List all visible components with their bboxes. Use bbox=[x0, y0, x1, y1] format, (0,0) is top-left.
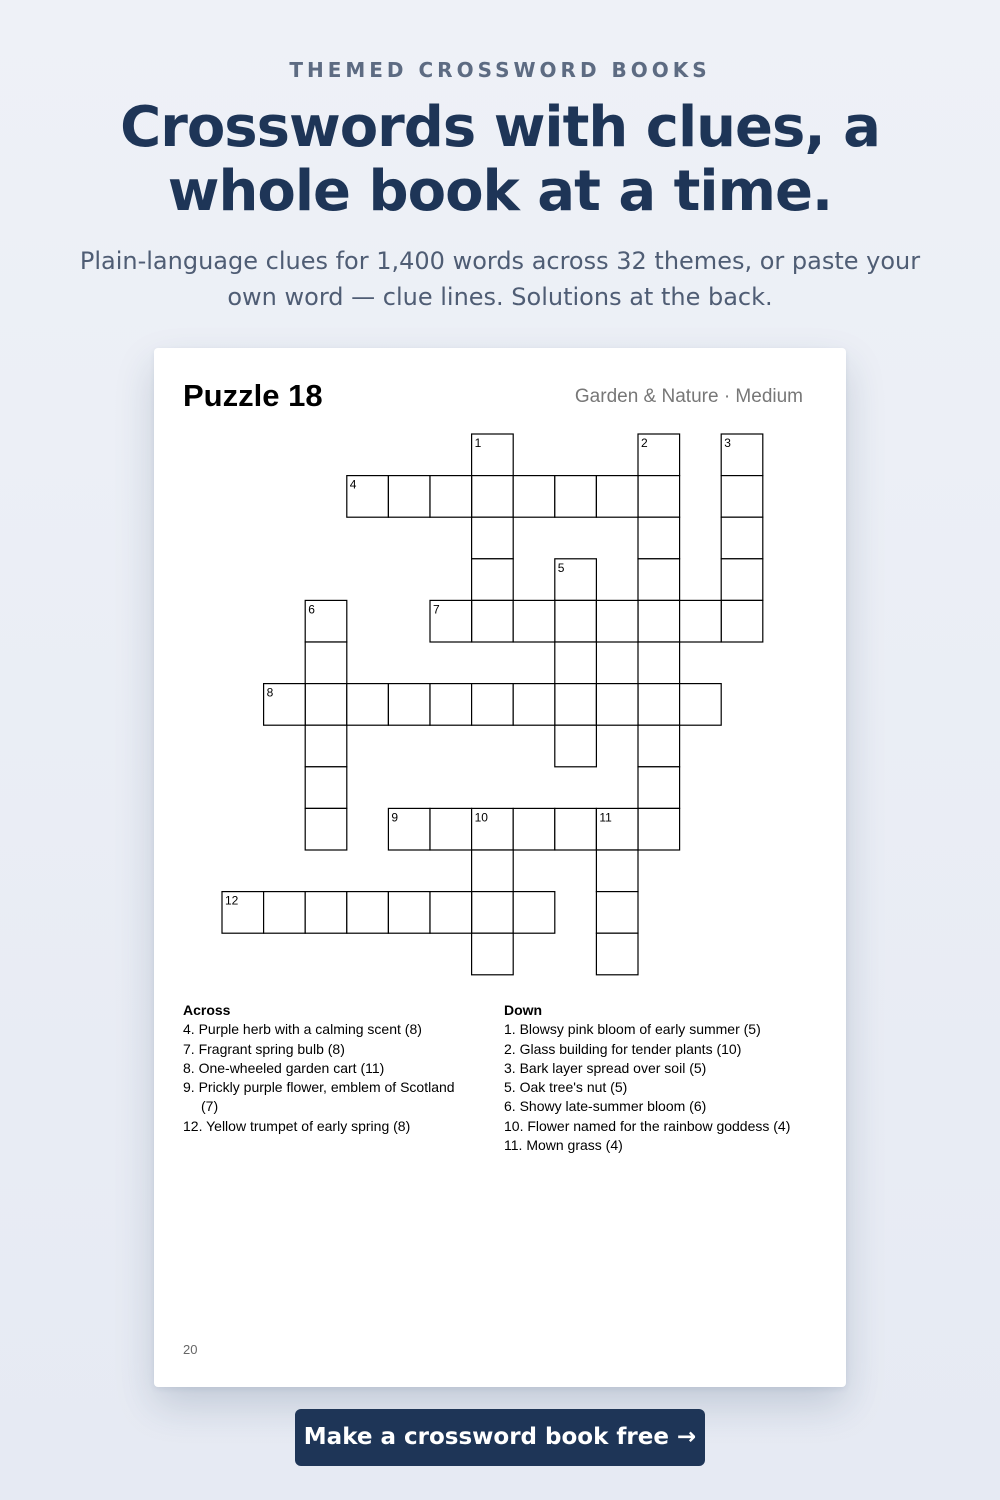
grid-cell bbox=[555, 725, 597, 767]
down-clue: 3. Bark layer spread over soil (5) bbox=[504, 1059, 707, 1076]
grid-cell bbox=[430, 808, 472, 850]
clue-number: 6 bbox=[308, 602, 315, 617]
grid-cell bbox=[472, 892, 514, 934]
grid-cell bbox=[347, 892, 389, 934]
clue-number: 12 bbox=[225, 893, 239, 908]
clue-number: 2 bbox=[641, 436, 648, 450]
grid-cell bbox=[638, 517, 680, 559]
grid-cell bbox=[305, 892, 347, 934]
grid-cell bbox=[472, 476, 514, 518]
down-clue: 2. Glass building for tender plants (10) bbox=[504, 1040, 742, 1057]
grid-cell bbox=[264, 892, 306, 934]
grid-cell bbox=[305, 767, 347, 809]
grid-cell bbox=[596, 600, 638, 642]
headline-line-1: Crosswords with clues, a bbox=[120, 95, 880, 160]
grid-cell bbox=[513, 600, 555, 642]
grid-cell bbox=[638, 476, 680, 518]
clue-number: 1 bbox=[474, 436, 482, 450]
grid-cell bbox=[513, 476, 555, 518]
make-book-button[interactable]: Make a crossword book free → bbox=[295, 1409, 705, 1466]
headline bbox=[0, 96, 1000, 224]
grid-cell bbox=[721, 559, 763, 601]
subtitle-line-2: own word — clue lines. Solutions at the back. bbox=[227, 283, 773, 311]
grid-cell bbox=[721, 517, 763, 559]
grid-cell bbox=[472, 517, 514, 559]
grid-cell bbox=[596, 850, 638, 892]
grid-cell bbox=[513, 892, 555, 934]
across-heading: Across bbox=[183, 1002, 231, 1018]
grid-cell bbox=[555, 808, 597, 850]
grid-cell bbox=[472, 600, 514, 642]
puzzle-page-preview bbox=[154, 348, 846, 1387]
grid-cell bbox=[472, 850, 514, 892]
across-clues bbox=[183, 1001, 473, 1136]
clue-number: 8 bbox=[266, 685, 274, 700]
grid-cell bbox=[596, 684, 638, 726]
down-clue: 5. Oak tree's nut (5) bbox=[504, 1079, 628, 1096]
grid-cell bbox=[721, 476, 763, 518]
subtitle bbox=[60, 243, 940, 315]
clue-number: 7 bbox=[433, 602, 440, 617]
down-clue: 11. Mown grass (4) bbox=[504, 1137, 623, 1154]
grid-cell bbox=[638, 767, 680, 809]
grid-cell bbox=[638, 642, 680, 684]
grid-cell bbox=[638, 559, 680, 601]
grid-cell bbox=[430, 684, 472, 726]
grid-cell bbox=[680, 684, 722, 726]
grid-cell bbox=[305, 684, 347, 726]
down-clue: 1. Blowsy pink bloom of early summer (5) bbox=[504, 1021, 761, 1038]
clue-number: 4 bbox=[349, 477, 357, 492]
grid-cell bbox=[472, 559, 514, 601]
grid-cell bbox=[596, 476, 638, 518]
clue-number: 5 bbox=[557, 560, 565, 575]
grid-cell bbox=[638, 808, 680, 850]
clue-number: 10 bbox=[474, 810, 488, 825]
puzzle-meta: Garden & Nature · Medium bbox=[574, 386, 803, 407]
down-clue: 6. Showy late-summer bloom (6) bbox=[504, 1098, 707, 1115]
grid-cell bbox=[305, 725, 347, 767]
grid-cell bbox=[388, 892, 430, 934]
grid-cell bbox=[680, 600, 722, 642]
grid-cell bbox=[555, 684, 597, 726]
grid-cell bbox=[347, 684, 389, 726]
puzzle-title: Puzzle 18 bbox=[183, 378, 323, 413]
grid-cell bbox=[388, 684, 430, 726]
grid-cell bbox=[430, 892, 472, 934]
clue-number: 11 bbox=[599, 810, 612, 825]
grid-cell bbox=[638, 600, 680, 642]
grid-cell bbox=[555, 600, 597, 642]
down-heading: Down bbox=[504, 1002, 543, 1018]
grid-cell bbox=[472, 933, 514, 975]
grid-cell bbox=[555, 642, 597, 684]
grid-cell bbox=[388, 476, 430, 518]
page-number: 20 bbox=[183, 1342, 198, 1357]
across-clue: 8. One-wheeled garden cart (11) bbox=[183, 1059, 385, 1076]
grid-cell bbox=[513, 808, 555, 850]
grid-cell bbox=[721, 600, 763, 642]
grid-cell bbox=[305, 642, 347, 684]
clue-number: 3 bbox=[724, 436, 731, 450]
grid-cell bbox=[513, 684, 555, 726]
grid-cell bbox=[305, 808, 347, 850]
subtitle-line-1: Plain-language clues for 1,400 words across 32 themes, or paste your bbox=[79, 247, 921, 275]
crossword-grid bbox=[154, 348, 846, 988]
grid-cell bbox=[430, 476, 472, 518]
down-clue: 10. Flower named for the rainbow goddess (4) bbox=[504, 1117, 791, 1134]
across-clue: 12. Yellow trumpet of early spring (8) bbox=[183, 1117, 411, 1134]
across-clue: 9. Prickly purple flower, emblem of Scotland (7) bbox=[183, 1079, 455, 1115]
across-clue: 7. Fragrant spring bulb (8) bbox=[183, 1040, 345, 1057]
grid-cell bbox=[638, 725, 680, 767]
grid-cell bbox=[472, 684, 514, 726]
grid-cell bbox=[638, 684, 680, 726]
down-clues bbox=[504, 1001, 824, 1155]
across-clue: 4. Purple herb with a calming scent (8) bbox=[183, 1021, 422, 1038]
grid-cell bbox=[596, 892, 638, 934]
eyebrow-label: THEMED CROSSWORD BOOKS bbox=[289, 58, 711, 82]
clue-number: 9 bbox=[391, 810, 399, 825]
grid-cell bbox=[596, 933, 638, 975]
headline-line-2: whole book at a time. bbox=[167, 159, 833, 224]
grid-cell bbox=[555, 476, 597, 518]
